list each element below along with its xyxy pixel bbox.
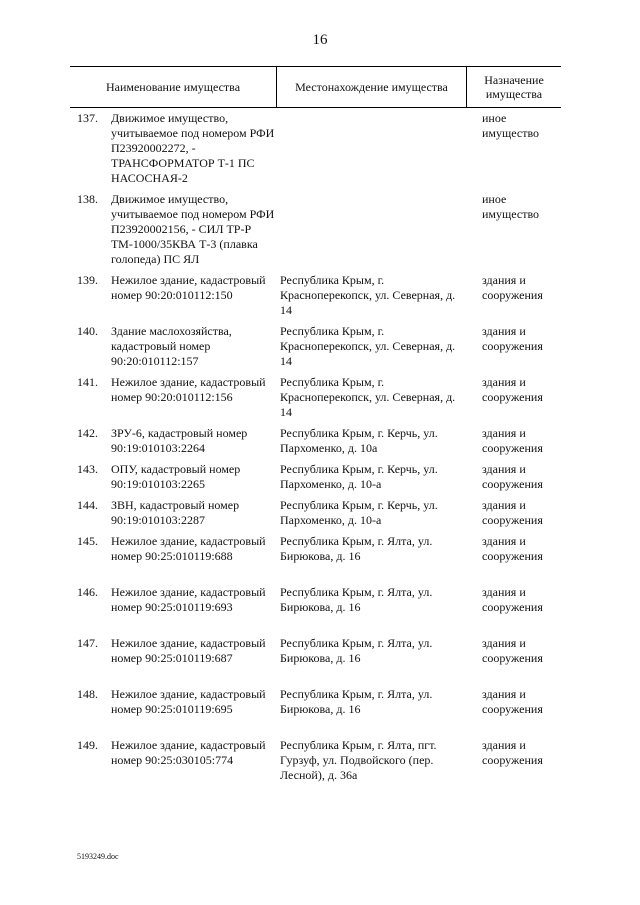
row-number: 137. [77, 111, 98, 125]
row-number: 139. [77, 273, 98, 287]
row-purpose: здания и сооружения [482, 375, 543, 404]
row-name: Движимое имущество, учитываемое под номером РФИ П23920002156, - СИЛ ТР-Р ТМ-1000/35КВА Т-3 (плавка голопеда) ПС ЯЛ [111, 192, 275, 266]
row-number: 140. [77, 324, 98, 338]
row-number: 146. [77, 585, 98, 599]
row-number: 142. [77, 426, 98, 440]
header-col-name: Наименование имущества [105, 80, 241, 94]
row-number: 141. [77, 375, 98, 389]
row-number: 145. [77, 534, 98, 548]
row-number: 147. [77, 636, 98, 650]
header-col-purpose: Назначение имущества [484, 73, 544, 101]
row-location: Республика Крым, г. Красноперекопск, ул. Северная, д. 14 [280, 273, 456, 317]
row-purpose: здания и сооружения [482, 462, 543, 491]
row-name: Нежилое здание, кадастровый номер 90:25:030105:774 [111, 738, 266, 767]
row-number: 144. [77, 498, 98, 512]
row-name: ЗВН, кадастровый номер 90:19:010103:2287 [111, 498, 240, 527]
row-location: Республика Крым, г. Ялта, ул. Бирюкова, д. 16 [280, 585, 433, 614]
row-purpose: иное имущество [482, 111, 540, 140]
row-location: Республика Крым, г. Красноперекопск, ул. Северная, д. 14 [280, 375, 456, 419]
row-location: Республика Крым, г. Керчь, ул. Пархоменко, д. 10а [280, 426, 438, 455]
row-purpose: здания и сооружения [482, 498, 543, 527]
row-purpose: здания и сооружения [482, 687, 543, 716]
row-purpose: здания и сооружения [482, 426, 543, 455]
page-number: 16 [312, 32, 328, 48]
document-filename: 5193249.doc [77, 852, 119, 861]
row-name: Нежилое здание, кадастровый номер 90:25:010119:687 [111, 636, 266, 665]
row-location: Республика Крым, г. Ялта, пгт. Гурзуф, ул. Подвойского (пер. Лесной), д. 36а [280, 738, 437, 782]
row-number: 143. [77, 462, 98, 476]
row-number: 148. [77, 687, 98, 701]
row-name: ЗРУ-6, кадастровый номер 90:19:010103:2264 [111, 426, 248, 455]
row-name: Движимое имущество, учитываемое под номером РФИ П23920002272, - ТРАНСФОРМАТОР Т-1 ПС НАСОСНАЯ-2 [111, 111, 275, 185]
row-purpose: здания и сооружения [482, 738, 543, 767]
row-purpose: здания и сооружения [482, 585, 543, 614]
row-number: 138. [77, 192, 98, 206]
row-purpose: иное имущество [482, 192, 540, 221]
row-name: Нежилое здание, кадастровый номер 90:25:010119:688 [111, 534, 266, 563]
row-purpose: здания и сооружения [482, 273, 543, 302]
row-number: 149. [77, 738, 98, 752]
header-col-location: Местонахождение имущества [295, 80, 448, 94]
row-name: Здание маслохозяйства, кадастровый номер 90:20:010112:157 [111, 324, 232, 368]
table-header [70, 66, 561, 108]
row-name: Нежилое здание, кадастровый номер 90:20:010112:156 [111, 375, 266, 404]
row-location: Республика Крым, г. Ялта, ул. Бирюкова, д. 16 [280, 534, 433, 563]
row-location: Республика Крым, г. Керчь, ул. Пархоменко, д. 10-а [280, 498, 438, 527]
row-name: Нежилое здание, кадастровый номер 90:25:010119:693 [111, 585, 266, 614]
row-name: Нежилое здание, кадастровый номер 90:25:010119:695 [111, 687, 266, 716]
row-name: ОПУ, кадастровый номер 90:19:010103:2265 [111, 462, 241, 491]
row-location: Республика Крым, г. Красноперекопск, ул. Северная, д. 14 [280, 324, 456, 368]
row-purpose: здания и сооружения [482, 534, 543, 563]
row-purpose: здания и сооружения [482, 324, 543, 353]
row-location: Республика Крым, г. Ялта, ул. Бирюкова, д. 16 [280, 687, 433, 716]
row-location: Республика Крым, г. Ялта, ул. Бирюкова, д. 16 [280, 636, 433, 665]
row-location: Республика Крым, г. Керчь, ул. Пархоменко, д. 10-а [280, 462, 438, 491]
row-name: Нежилое здание, кадастровый номер 90:20:010112:150 [111, 273, 266, 302]
row-purpose: здания и сооружения [482, 636, 543, 665]
